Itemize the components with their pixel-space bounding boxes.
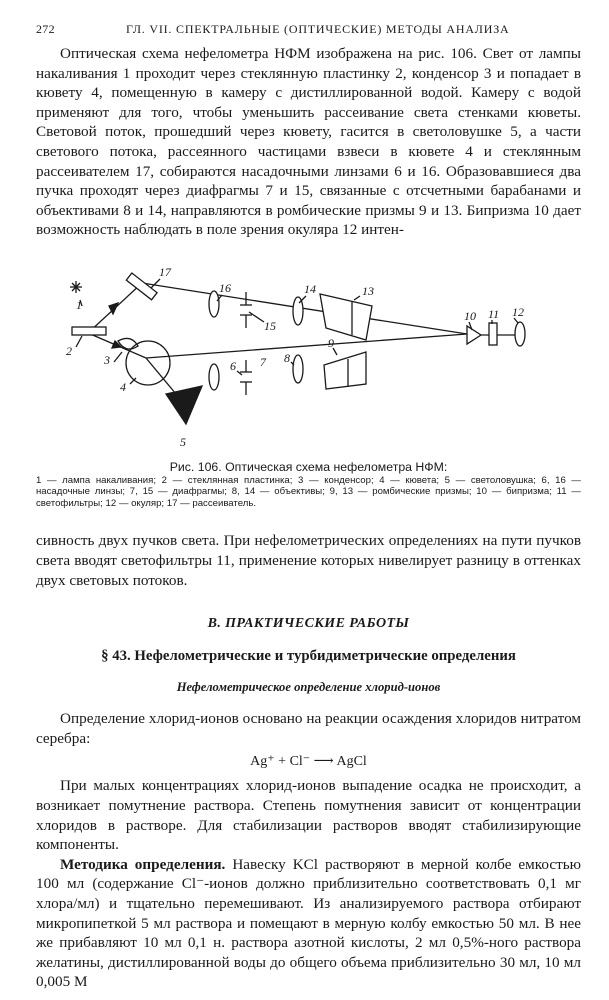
- label-12: 12: [512, 304, 524, 319]
- label-8: 8: [284, 350, 290, 365]
- paragraph-heading: § 43. Нефелометрические и турбидиметрические определения: [101, 648, 516, 665]
- rhombic-prism-13-shape: [320, 294, 372, 340]
- cuvette-shape: [126, 341, 170, 385]
- label-2: 2: [66, 343, 72, 358]
- optical-scheme-figure: [36, 248, 581, 458]
- running-title: ГЛ. VII. СПЕКТРАЛЬНЫЕ (ОПТИЧЕСКИЕ) МЕТОДЫ АНАЛИЗА: [126, 22, 510, 36]
- figure-caption-title: Рис. 106. Оптическая схема нефелометра НФМ:: [169, 459, 448, 474]
- label-6: 6: [230, 358, 236, 373]
- glass-plate-shape: [72, 327, 106, 335]
- label-4: 4: [120, 379, 126, 394]
- label-5: 5: [180, 434, 186, 449]
- page-number: 272: [36, 22, 55, 36]
- reaction-formula: Ag⁺ + Cl⁻ ⟶ AgCl: [250, 754, 367, 770]
- low-concentration-paragraph: При малых концентрациях хлорид-ионов выпадение осадка не происходит, а возникает помутнение раствора. Степень помутнения зависит от концентрации хлоридов в растворе. Для стабилизации растворов вводят стабилизирующие компоненты.: [36, 777, 581, 854]
- method-text: Навеску KCl растворяют в мерной колбе емкостью 100 мл (содержание Cl⁻-ионов должно приблизительно соответствовать 0,1 мг хлора/мл) и тщательно перемешивают. Из анализируемого раствора отбирают микропипеткой 5 мл раствора и помещают в мерную колбу емкостью 50 мл. В нее же прибавляют 10 мл 0,1 н. раствора азотной кислоты, 2 мл 0,5%-ного раствора желатины, дистиллированной воды до общего объема приблизительно 30 мл, 10 мл 0,005 М: [36, 855, 581, 991]
- label-1: 1: [76, 297, 82, 312]
- label-7: 7: [260, 354, 266, 369]
- diaphragm-15-shape: [240, 292, 252, 328]
- label-3: 3: [104, 352, 110, 367]
- page-header: [36, 22, 581, 44]
- subheading: Нефелометрическое определение хлорид-ионов: [176, 680, 441, 695]
- book-page: [36, 22, 581, 992]
- light-trap-shape: [166, 386, 202, 424]
- label-15: 15: [264, 318, 276, 333]
- diaphragm-7-shape: [240, 360, 252, 395]
- intro-paragraph: Оптическая схема нефелометра НФМ изображена на рис. 106. Свет от лампы накаливания 1 проходит через стеклянную пластинку 2, конденсор 3 и попадает в кювету 4, помещенную в камеру с дистиллированной водой. Камеру с водой применяют для того, чтобы уменьшить рассеивание света стенками кюветы. Световой поток, прошедший через кювету, гасится в светоловушке 5, а части светового потока, рассеянного частицами взвеси в кювете 4 и стеклянным рассеивателем 17, собираются насадочными линзами 6 и 16. Образовавшиеся два пучка проходят через диафрагмы 7 и 15, связанные с отсчетными барабанами и объективами 8 и 14, направляются в ромбические призмы 9 и 13. Бипризма 10 дает возможность наблюдать в поле зрения окуляра 12 интен-: [36, 45, 581, 239]
- optical-scheme-diagram: [36, 248, 581, 458]
- lens-16-shape: [209, 291, 219, 317]
- objective-8-shape: [293, 355, 303, 383]
- label-11: 11: [488, 306, 500, 321]
- lamp-icon: [70, 281, 82, 293]
- method-lead: Методика определения.: [60, 855, 226, 873]
- biprism-shape: [467, 326, 481, 344]
- label-17: 17: [159, 264, 171, 279]
- definition-paragraph: Определение хлорид-ионов основано на реакции осаждения хлоридов нитратом серебра:: [36, 710, 581, 747]
- eyepiece-shape: [515, 322, 525, 346]
- label-14: 14: [304, 281, 316, 296]
- lower-beam: [146, 334, 467, 358]
- label-16: 16: [219, 280, 231, 295]
- method-paragraph: [36, 855, 581, 992]
- continuation-paragraph: сивность двух пучков света. При нефелометрических определениях на пути пучков света вводят светофильтры 11, применение которых нивелирует разницу в оттенках двух световых потоков.: [36, 532, 581, 589]
- lens-6-shape: [209, 364, 219, 390]
- label-9: 9: [328, 335, 334, 350]
- label-10: 10: [464, 308, 476, 323]
- label-13: 13: [362, 283, 374, 298]
- figure-caption-legend: 1 — лампа накаливания; 2 — стеклянная пластинка; 3 — конденсор; 4 — кювета; 5 — светоловушка; 6, 16 — насадочные линзы; 7, 15 — диафрагмы; 8, 14 — объективы; 9, 13 — ромбические призмы; 10 — бипризма; 11 — светофильтры; 12 — окуляр; 17 — рассеиватель.: [36, 474, 581, 509]
- rhombic-prism-9-shape: [324, 352, 366, 389]
- section-heading: В. ПРАКТИЧЕСКИЕ РАБОТЫ: [207, 616, 410, 632]
- light-filter-shape: [489, 323, 497, 345]
